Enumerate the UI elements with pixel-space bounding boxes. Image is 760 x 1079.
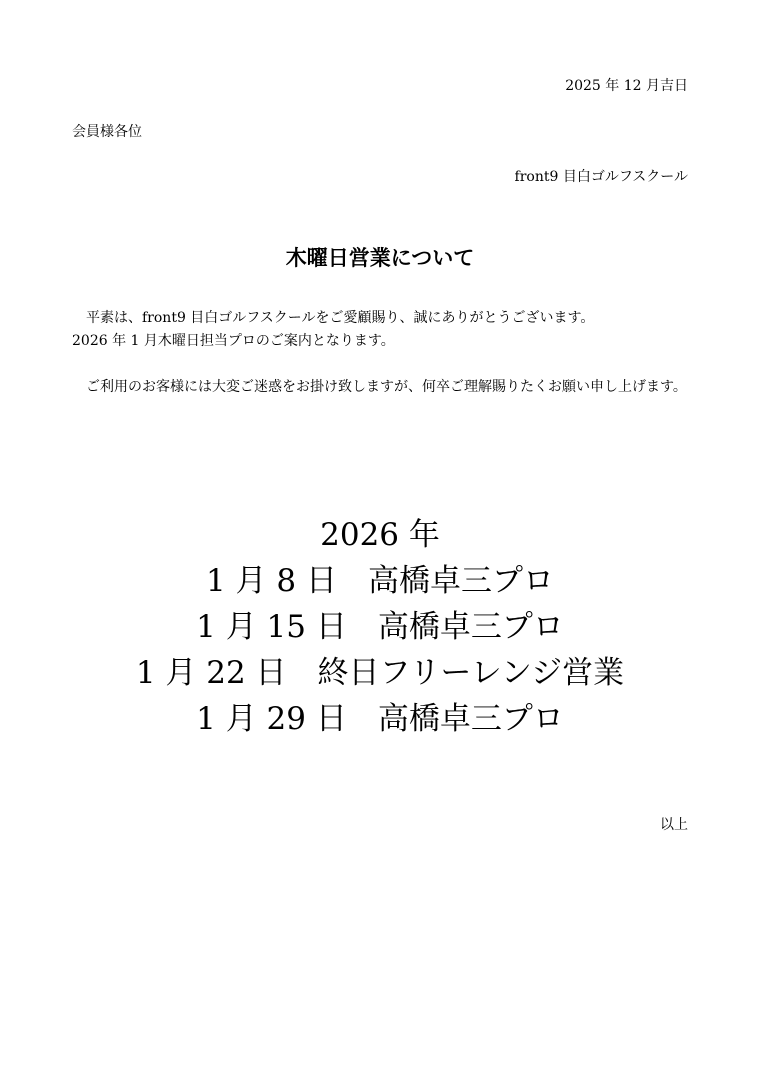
- schedule-entry: 1 月 15 日 高橋卓三プロ: [196, 609, 564, 645]
- greeting-paragraph: [72, 307, 692, 353]
- document-date: 2025 年 12 月吉日: [565, 78, 688, 94]
- announcement-line: 2026 年 1 月木曜日担当プロのご案内となります。: [72, 333, 395, 349]
- schedule-entry: 1 月 29 日 高橋卓三プロ: [196, 701, 564, 737]
- schedule-year: 2026 年: [320, 517, 440, 553]
- addressee: 会員様各位: [72, 124, 142, 140]
- greeting-line: 平素は、front9 目白ゴルフスクールをご愛顧賜り、誠にありがとうございます。: [86, 310, 595, 326]
- document-title: 木曜日営業について: [285, 246, 475, 270]
- sender: front9 目白ゴルフスクール: [514, 169, 688, 185]
- schedule-entry: 1 月 22 日 終日フリーレンジ営業: [135, 655, 625, 691]
- schedule-list: [0, 512, 760, 742]
- apology-paragraph: ご利用のお客様には大変ご迷惑をお掛け致しますが、何卒ご理解賜りたくお願い申し上げます。: [86, 379, 687, 395]
- closing-mark: 以上: [660, 817, 688, 833]
- schedule-entry: 1 月 8 日 高橋卓三プロ: [205, 563, 554, 599]
